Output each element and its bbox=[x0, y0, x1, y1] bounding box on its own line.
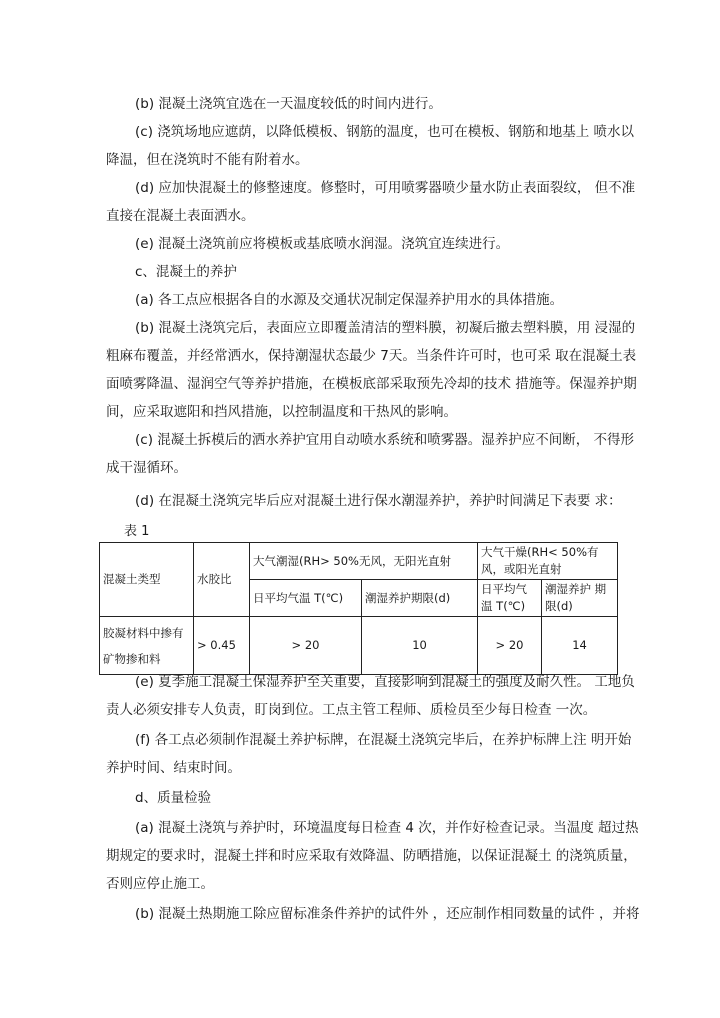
section-heading: c、混凝土的养护 bbox=[135, 264, 237, 280]
header-water-binder-ratio: 水胶比 bbox=[194, 543, 250, 617]
paragraph-line: (b) 混凝土热期施工除应留标准条件养护的试件外 ，还应制作相同数量的试件 ，并将 bbox=[135, 906, 640, 922]
paragraph-line: 成干湿循环。 bbox=[106, 460, 187, 476]
paragraph-line: (e) 混凝土浇筑前应将模板或基底喷水润湿。浇筑宜连续进行。 bbox=[135, 236, 510, 252]
header-temp-dry: 日平均气温 T(℃) bbox=[478, 580, 542, 617]
section-heading: d、质量检验 bbox=[135, 790, 212, 806]
cell-temp-dry: > 20 bbox=[478, 617, 542, 675]
paragraph-line: (d) 应加快混凝土的修整速度。修整时，可用喷雾器喷少量水防止表面裂纹， 但不准 bbox=[135, 180, 636, 196]
paragraph-line: 粗麻布覆盖，并经常洒水，保持潮湿状态最少 7天。当条件许可时，也可采 取在混凝土表 bbox=[106, 348, 637, 364]
paragraph-line: (d) 在混凝土浇筑完毕后应对混凝土进行保水潮湿养护，养护时间满足下表要 求： bbox=[135, 493, 622, 509]
curing-table bbox=[99, 542, 618, 675]
cell-water-binder-ratio: > 0.45 bbox=[194, 617, 250, 675]
paragraph-line: (a) 各工点应根据各自的水源及交通状况制定保湿养护用水的具体措施。 bbox=[135, 292, 564, 308]
header-humid-condition: 大气潮湿(RH> 50%无风，无阳光直射 bbox=[250, 543, 478, 580]
header-concrete-type: 混凝土类型 bbox=[100, 543, 194, 617]
paragraph-line: 面喷雾降温、湿润空气等养护措施，在模板底部采取预先冷却的技术 措施等。保湿养护期 bbox=[106, 376, 637, 392]
paragraph-line: (b) 混凝土浇筑完后，表面应立即覆盖清洁的塑料膜，初凝后撤去塑料膜，用 浸湿的 bbox=[135, 320, 636, 336]
cell-temp-humid: > 20 bbox=[250, 617, 362, 675]
cell-concrete-type: 胶凝材料中掺有矿物掺和料 bbox=[100, 617, 194, 675]
paragraph-line: (b) 混凝土浇筑宜选在一天温度较低的时间内进行。 bbox=[135, 96, 442, 112]
header-period-humid: 潮湿养护期限(d) bbox=[362, 580, 478, 617]
paragraph-line: 直接在混凝土表面洒水。 bbox=[106, 208, 255, 224]
paragraph-line: 期规定的要求时，混凝土拌和时应采取有效降温、防晒措施，以保证混凝土 的浇筑质量， bbox=[106, 848, 637, 864]
cell-period-dry: 14 bbox=[542, 617, 618, 675]
header-temp-humid: 日平均气温 T(℃) bbox=[250, 580, 362, 617]
header-dry-condition: 大气干燥(RH< 50%有风，或阳光直射 bbox=[478, 543, 618, 580]
cell-period-humid: 10 bbox=[362, 617, 478, 675]
paragraph-line: 间，应采取遮阳和挡风措施，以控制温度和干热风的影响。 bbox=[106, 404, 457, 420]
paragraph-line: 责人必须安排专人负责，盯岗到位。工点主管工程师、质检员至少每日检查 一次。 bbox=[106, 702, 597, 718]
paragraph-line: (f) 各工点必须制作混凝土养护标牌，在混凝土浇筑完毕后，在养护标牌上注 明开始 bbox=[135, 732, 632, 748]
paragraph-line: (c) 浇筑场地应遮荫，以降低模板、钢筋的温度，也可在模板、钢筋和地基上 喷水以 bbox=[135, 124, 635, 140]
table-caption: 表 1 bbox=[124, 524, 150, 539]
paragraph-line: (c) 混凝土拆模后的洒水养护宜用自动喷水系统和喷雾器。湿养护应不间断， 不得形 bbox=[135, 432, 635, 448]
paragraph-line: (a) 混凝土浇筑与养护时，环境温度每日检查 4 次，并作好检查记录。当温度 超过热 bbox=[135, 820, 639, 836]
paragraph-line: 养护时间、结束时间。 bbox=[106, 760, 241, 776]
paragraph-line: 否则应停止施工。 bbox=[106, 876, 214, 892]
header-period-dry: 潮湿养护 期限(d) bbox=[542, 580, 618, 617]
paragraph-line: (e) 夏季施工混凝土保湿养护至关重要，直接影响到混凝土的强度及耐久性。 工地负 bbox=[135, 674, 635, 690]
paragraph-line: 降温，但在浇筑时不能有附着水。 bbox=[106, 152, 309, 168]
